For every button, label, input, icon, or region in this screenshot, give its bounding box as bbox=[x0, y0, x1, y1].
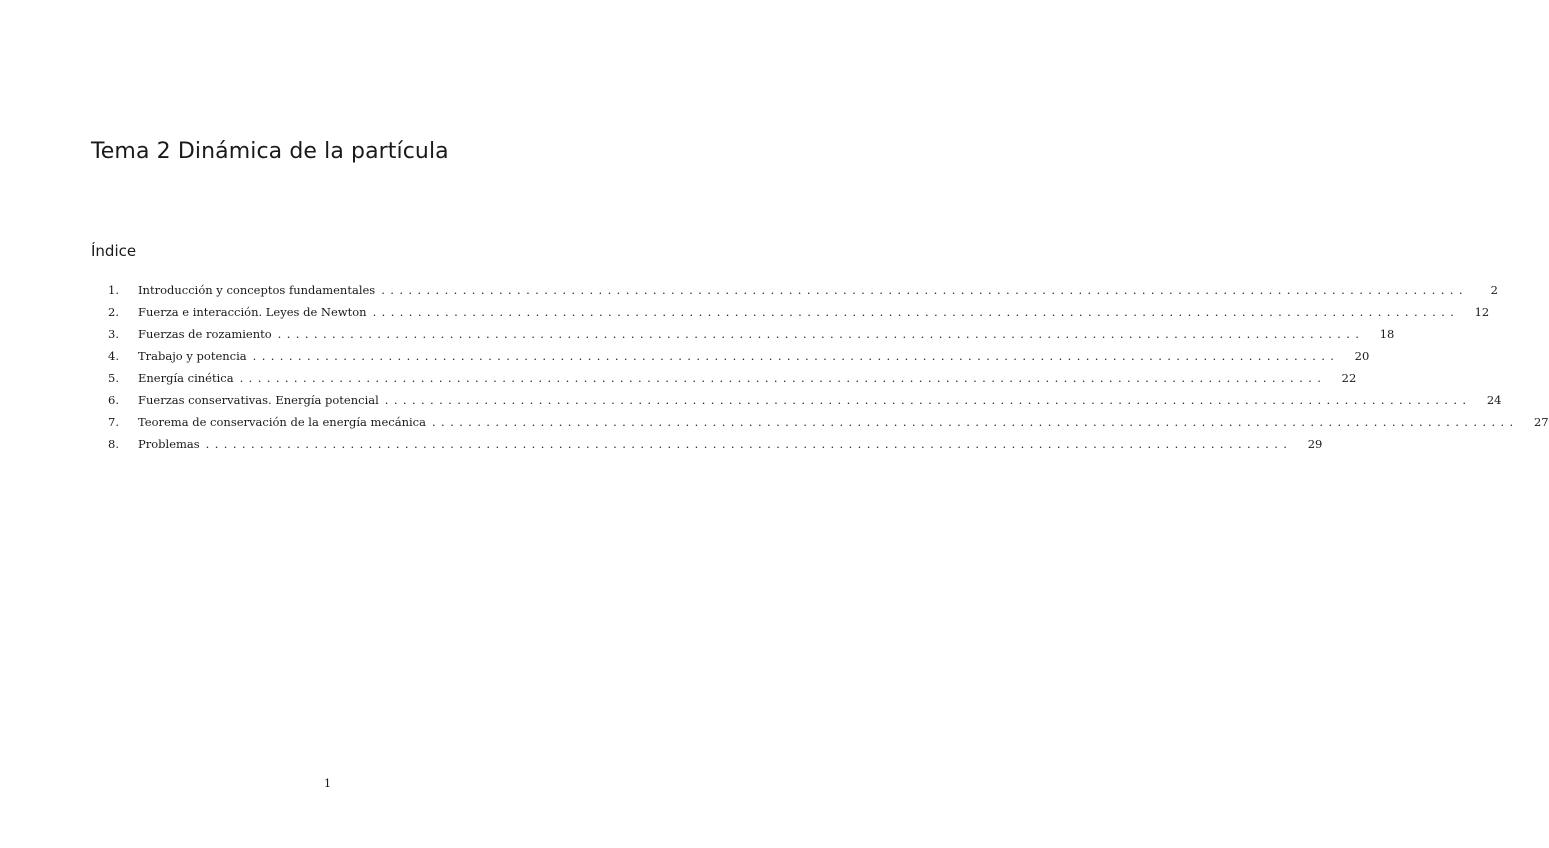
toc-dot-leader: ........................................................................................................................ bbox=[252, 349, 1340, 363]
toc-entry-title: Fuerza e interacción. Leyes de Newton bbox=[138, 305, 373, 319]
toc-dot-leader: ........................................................................................................................ bbox=[277, 327, 1365, 341]
toc-entry-number: 5. bbox=[108, 371, 119, 385]
toc-entry-number: 8. bbox=[108, 437, 119, 451]
toc-entry-page: 2 bbox=[1490, 283, 1498, 297]
toc-entry-page: 24 bbox=[1486, 393, 1502, 407]
toc-entry-number: 4. bbox=[108, 349, 119, 363]
toc-entry-number: 1. bbox=[108, 283, 119, 297]
toc-entry[interactable] bbox=[108, 301, 1490, 323]
toc-entry-title: Introducción y conceptos fundamentales bbox=[138, 283, 381, 297]
toc-entry-title: Energía cinética bbox=[138, 371, 240, 385]
toc-entry-number: 2. bbox=[108, 305, 119, 319]
toc-entry[interactable] bbox=[108, 279, 1498, 301]
toc-dot-leader: ........................................................................................................................ bbox=[239, 371, 1327, 385]
toc-entry[interactable] bbox=[108, 345, 1370, 367]
toc-entry[interactable] bbox=[108, 389, 1502, 411]
toc-entry-number: 7. bbox=[108, 415, 119, 429]
table-of-contents bbox=[108, 279, 1549, 455]
toc-entry[interactable] bbox=[108, 411, 1549, 433]
toc-entry-title: Fuerzas conservativas. Energía potencial bbox=[138, 393, 385, 407]
index-heading: Índice bbox=[91, 242, 137, 260]
toc-entry-page: 12 bbox=[1474, 305, 1490, 319]
toc-entry-title: Fuerzas de rozamiento bbox=[138, 327, 278, 341]
toc-entry-page: 27 bbox=[1533, 415, 1549, 429]
toc-entry-page: 29 bbox=[1307, 437, 1323, 451]
toc-entry-title: Trabajo y potencia bbox=[138, 349, 253, 363]
toc-entry-page: 22 bbox=[1341, 371, 1357, 385]
page-title: Tema 2 Dinámica de la partícula bbox=[91, 139, 449, 164]
toc-entry-title: Problemas bbox=[138, 437, 206, 451]
toc-dot-leader: ........................................................................................................................ bbox=[381, 283, 1468, 297]
toc-dot-leader: ........................................................................................................................ bbox=[372, 305, 1460, 319]
toc-dot-leader: ........................................................................................................................ bbox=[431, 415, 1519, 429]
page-number: 1 bbox=[323, 776, 332, 790]
toc-entry[interactable] bbox=[108, 433, 1323, 455]
toc-entry-page: 20 bbox=[1354, 349, 1370, 363]
toc-entry[interactable] bbox=[108, 367, 1357, 389]
toc-entry[interactable] bbox=[108, 323, 1395, 345]
toc-dot-leader: ........................................................................................................................ bbox=[384, 393, 1472, 407]
toc-entry-number: 6. bbox=[108, 393, 119, 407]
toc-dot-leader: ........................................................................................................................ bbox=[205, 437, 1293, 451]
toc-entry-number: 3. bbox=[108, 327, 119, 341]
toc-entry-title: Teorema de conservación de la energía mecánica bbox=[138, 415, 432, 429]
toc-entry-page: 18 bbox=[1379, 327, 1395, 341]
